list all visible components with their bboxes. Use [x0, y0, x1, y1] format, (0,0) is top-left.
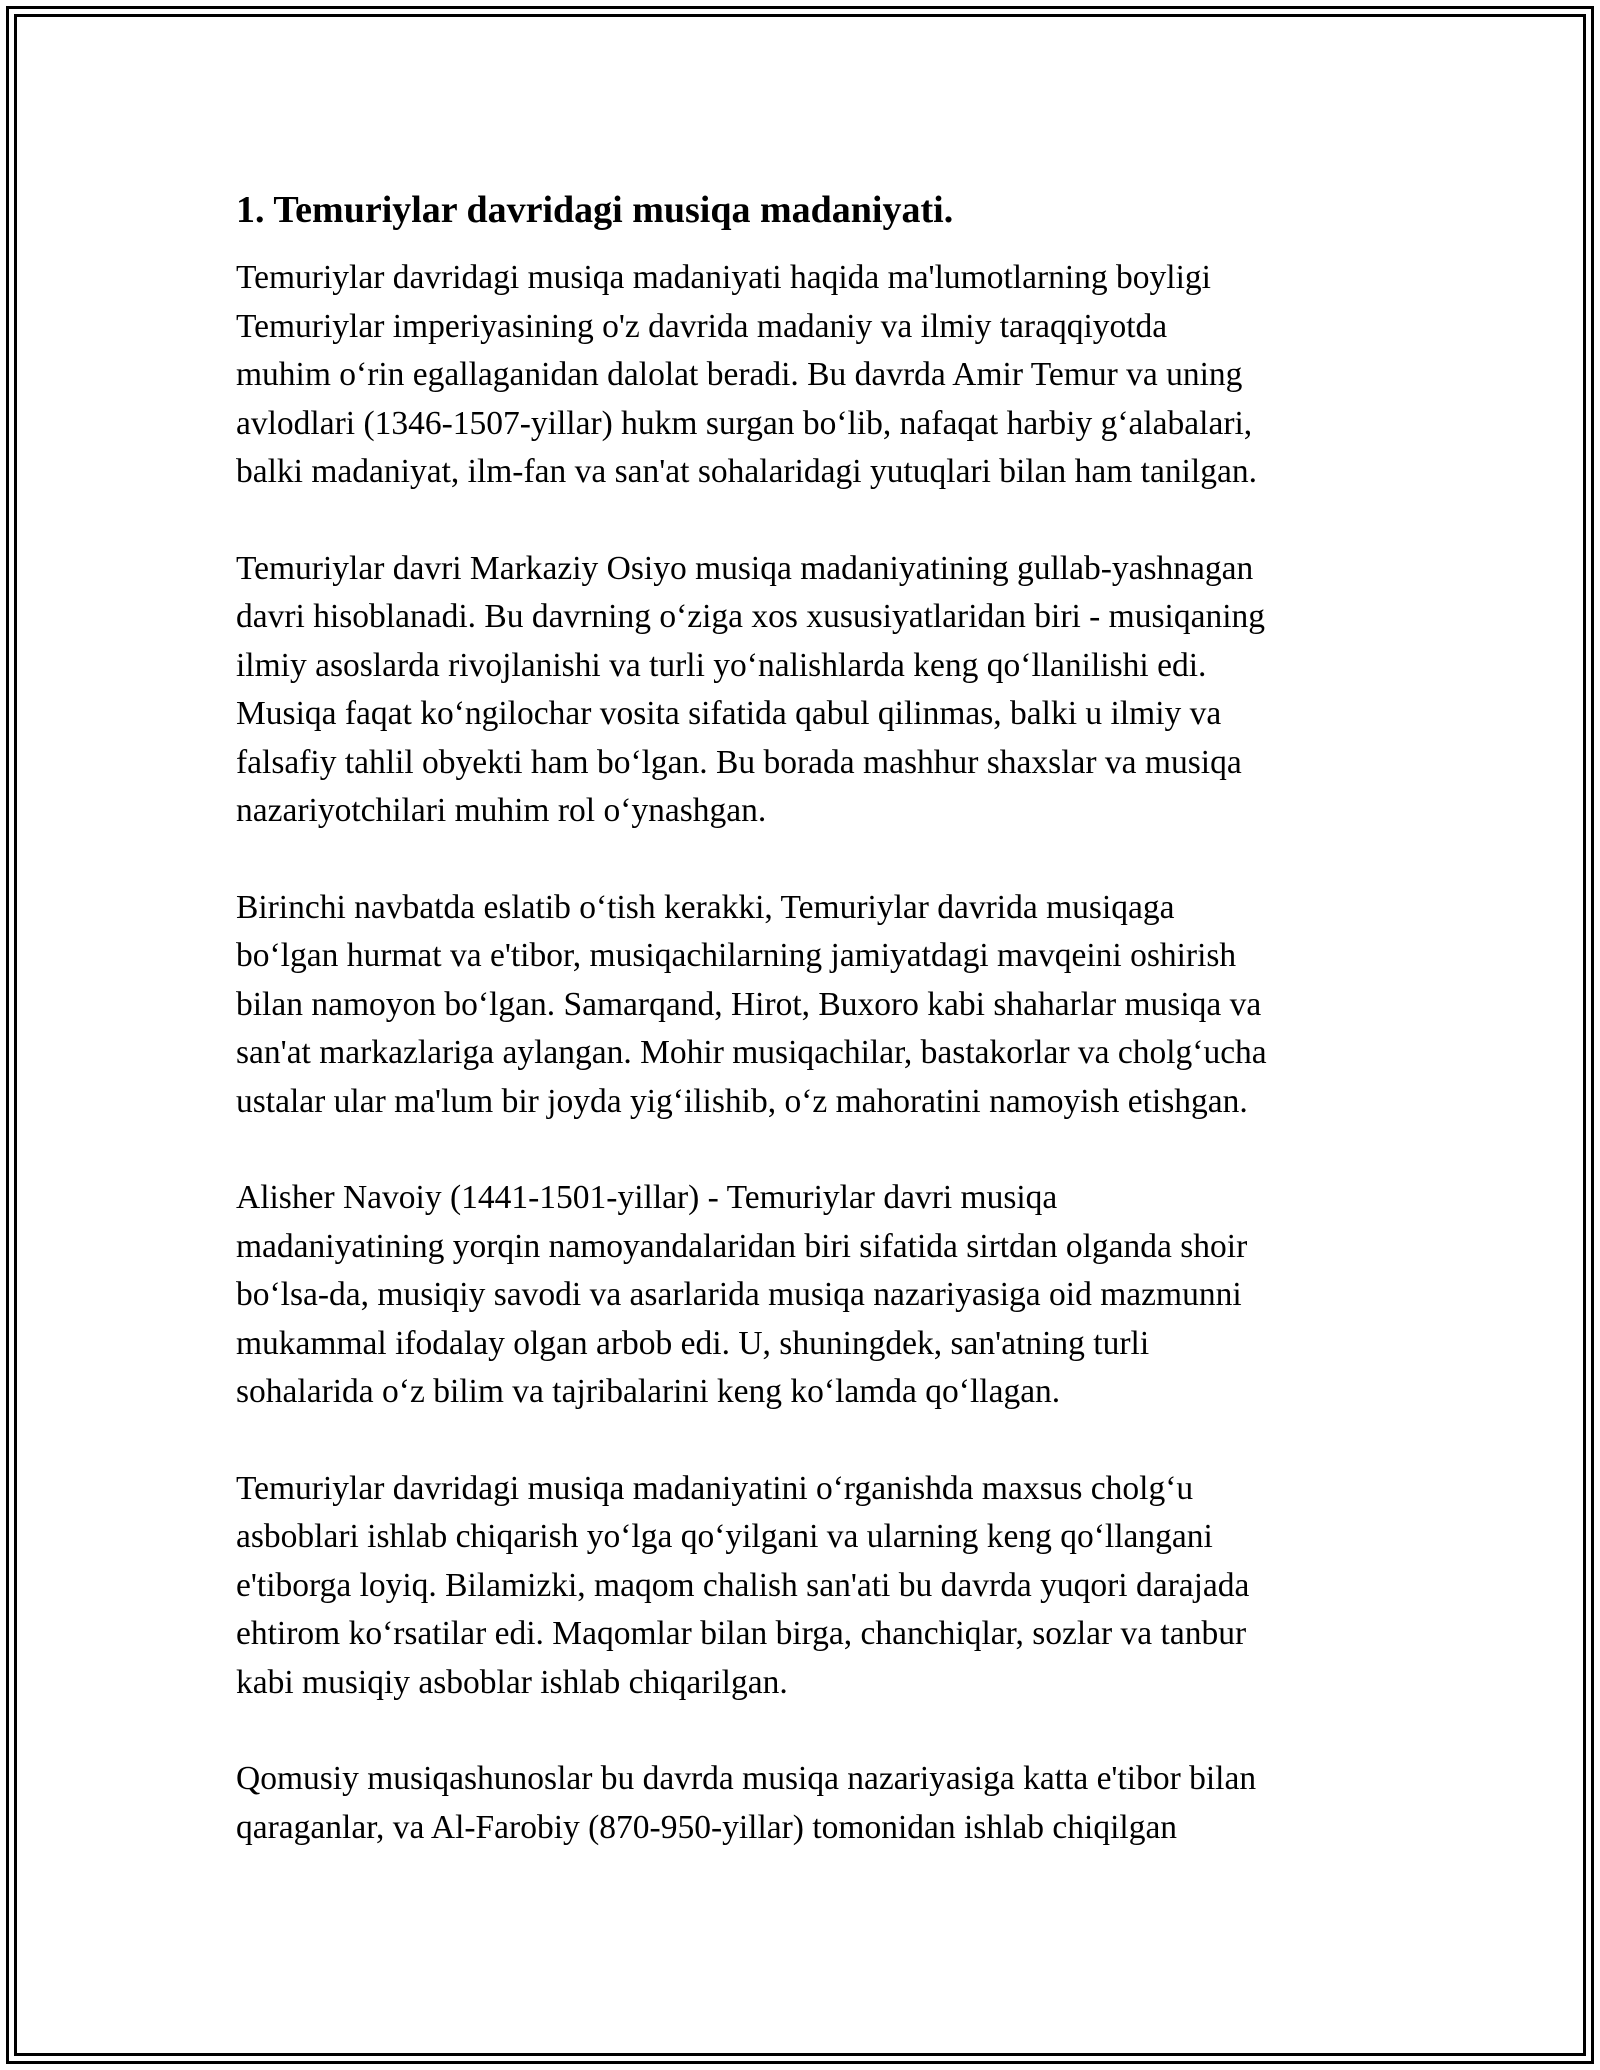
text-line: ilmiy asoslarda rivojlanishi va turli yoʻnalishlarda keng qoʻllanilishi edi. — [236, 646, 1207, 684]
text-line: Temuriylar davridagi musiqa madaniyatini oʻrganishda maxsus cholgʻu — [236, 1469, 1194, 1507]
text-line: e'tiborga loyiq. Bilamizki, maqom chalish san'ati bu davrda yuqori darajada — [236, 1566, 1250, 1604]
text-line: sohalarida oʻz bilim va tajribalarini keng koʻlamda qoʻllagan. — [236, 1373, 1061, 1410]
text-line: muhim oʻrin egallaganidan dalolat beradi. Bu davrda Amir Temur va uning — [236, 356, 1243, 393]
text-line: boʻlgan hurmat va e'tibor, musiqachilarning jamiyatdagi mavqeini oshirish — [236, 937, 1237, 974]
text-line: Temuriylar imperiyasining o'z davrida madaniy va ilmiy taraqqiyotda — [236, 307, 1168, 345]
document-body — [236, 186, 1386, 1900]
text-line: kabi musiqiy asboblar ishlab chiqarilgan. — [236, 1663, 788, 1701]
text-line: asboblari ishlab chiqarish yoʻlga qoʻyilgani va ularning keng qoʻllangani — [236, 1518, 1213, 1555]
text-line: Temuriylar davri Markaziy Osiyo musiqa madaniyatining gullab-yashnagan — [236, 549, 1254, 587]
text-line: mukammal ifodalay olgan arbob edi. U, shuningdek, san'atning turli — [236, 1324, 1150, 1362]
text-line: ehtirom koʻrsatilar edi. Maqomlar bilan birga, chanchiqlar, sozlar va tanbur — [236, 1615, 1247, 1652]
text-line: Birinchi navbatda eslatib oʻtish kerakki, Temuriylar davrida musiqaga — [236, 888, 1175, 926]
text-line: Alisher Navoiy (1441-1501-yillar) - Temuriylar davri musiqa — [236, 1179, 1058, 1216]
text-line: Qomusiy musiqashunoslar bu davrda musiqa nazariyasiga katta e'tibor bilan — [236, 1760, 1257, 1797]
text-line: nazariyotchilari muhim rol oʻynashgan. — [236, 792, 767, 829]
section-heading: 1. Temuriylar davridagi musiqa madaniyati. — [236, 189, 954, 231]
text-line: balki madaniyat, ilm-fan va san'at sohalaridagi yutuqlari bilan ham tanilgan. — [236, 453, 1257, 490]
text-line: madaniyatining yorqin namoyandalaridan biri sifatida sirtdan olganda shoir — [236, 1227, 1248, 1265]
text-line: avlodlari (1346-1507-yillar) hukm surgan boʻlib, nafaqat harbiy gʻalabalari, — [236, 404, 1253, 442]
paragraph — [236, 884, 1386, 1127]
text-line: ustalar ular ma'lum bir joyda yigʻilishib, oʻz mahoratini namoyish etishgan. — [236, 1082, 1248, 1120]
paragraph — [236, 545, 1386, 836]
text-line: qaraganlar, va Al-Farobiy (870-950-yillar) tomonidan ishlab chiqilgan — [236, 1808, 1178, 1846]
text-line: davri hisoblanadi. Bu davrning oʻziga xos xususiyatlaridan biri - musiqaning — [236, 598, 1266, 635]
text-line: Musiqa faqat koʻngilochar vosita sifatida qabul qilinmas, balki u ilmiy va — [236, 695, 1222, 732]
paragraph — [236, 1465, 1386, 1708]
paragraph — [236, 1755, 1386, 1852]
text-line: boʻlsa-da, musiqiy savodi va asarlarida musiqa nazariyasiga oid mazmunni — [236, 1276, 1242, 1313]
paragraph — [236, 1174, 1386, 1417]
paragraph — [236, 254, 1386, 497]
text-line: falsafiy tahlil obyekti ham boʻlgan. Bu borada mashhur shaxslar va musiqa — [236, 743, 1242, 781]
text-line: Temuriylar davridagi musiqa madaniyati haqida ma'lumotlarning boyligi — [236, 259, 1211, 296]
text-line: bilan namoyon boʻlgan. Samarqand, Hirot, Buxoro kabi shaharlar musiqa va — [236, 985, 1262, 1023]
text-line: san'at markazlariga aylangan. Mohir musiqachilar, bastakorlar va cholgʻucha — [236, 1034, 1267, 1071]
